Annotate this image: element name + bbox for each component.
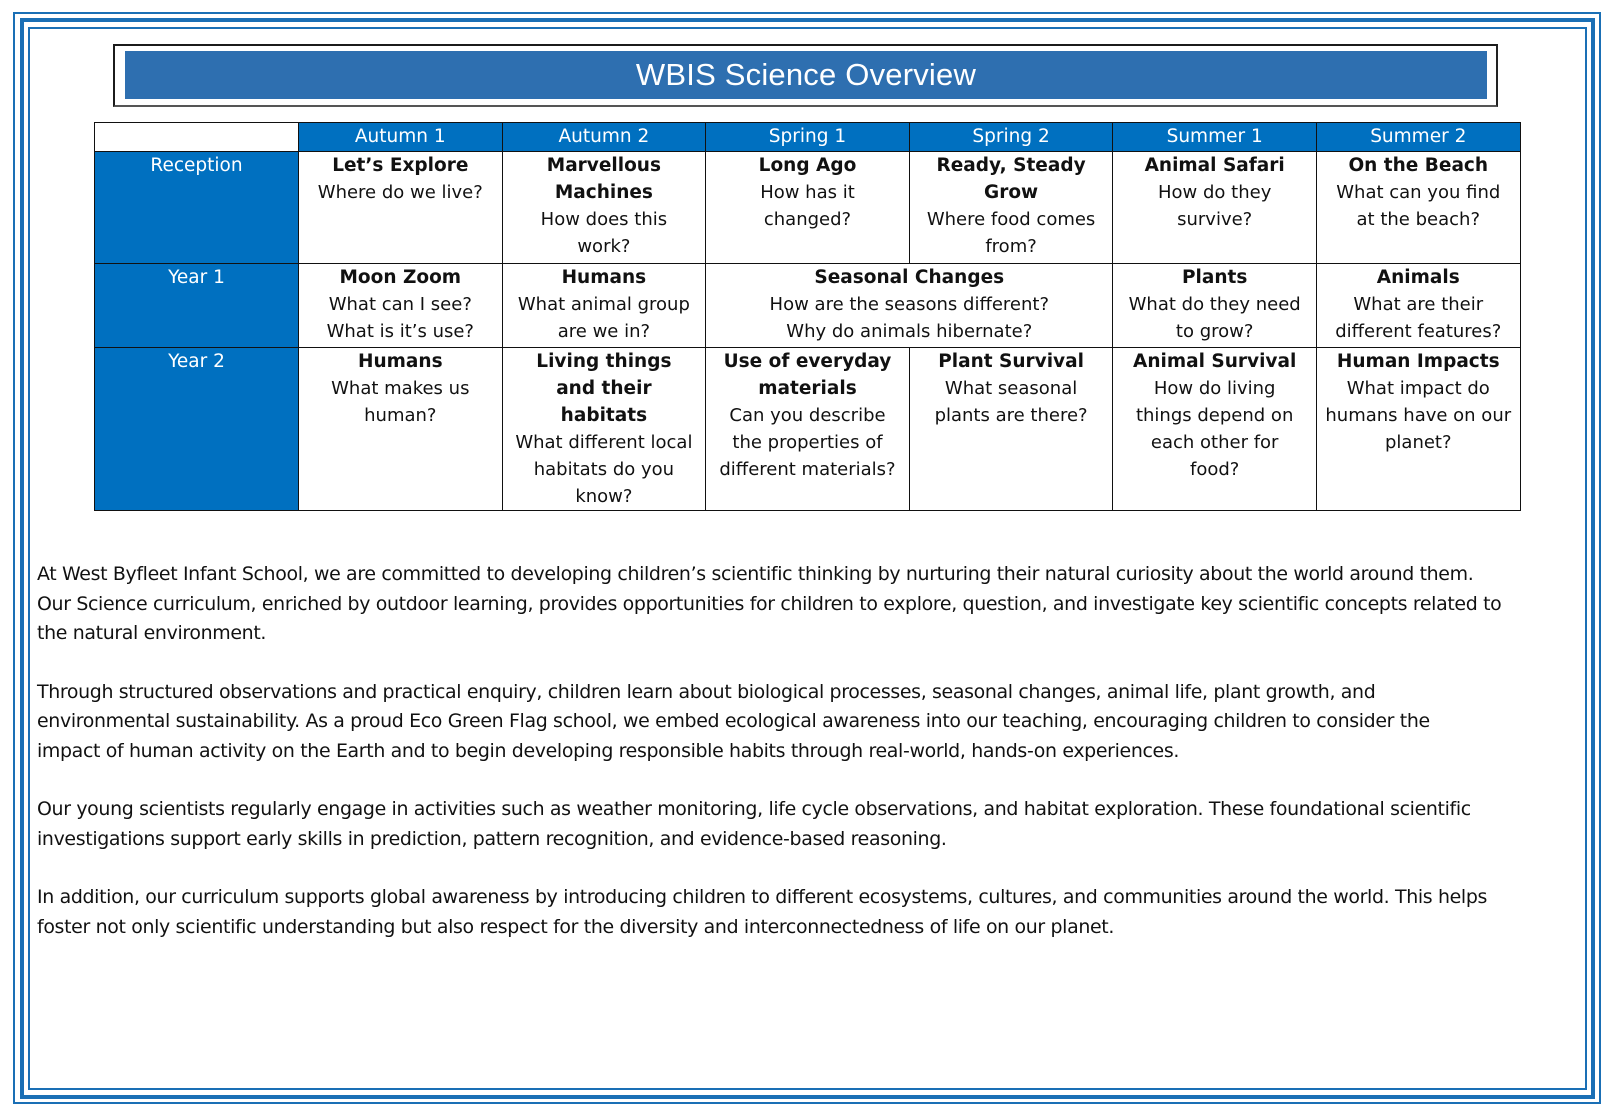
topic-question: Where do we live? [317,182,483,203]
topic-question: What makes us human? [331,378,470,426]
topic-title: Long Ago [758,155,857,176]
table-cell [1316,152,1520,264]
term-header-spring-1: Spring 1 [706,123,910,152]
science-intro-text [37,560,1582,971]
table-cell [502,264,706,348]
table-cell [299,152,503,264]
text-line: Our Science curriculum, enriched by outdoor learning, provides opportunities for children to explore, question, and investigate key scientific concepts related to [37,592,1502,615]
topic-title: On the Beach [1348,155,1489,176]
topic-title: Humans [561,267,647,288]
row-label-year-1: Year 1 [95,264,299,348]
term-header-summer-2: Summer 2 [1316,123,1520,152]
topic-question: What can you find at the beach? [1336,182,1501,230]
text-line: impact of human activity on the Earth and to begin developing responsible habits through real-world, hands-on experiences. [37,739,1180,762]
topic-question: How do living things depend on each other for food? [1135,378,1294,480]
text-line: Through structured observations and practical enquiry, children learn about biological processes, seasonal changes, animal life, plant growth, and [37,680,1376,703]
topic-title: Plants [1181,267,1248,288]
topic-question: How does this work? [540,209,668,257]
table-cell [299,264,503,348]
topic-question: What impact do humans have on our planet? [1325,378,1512,453]
row-label-reception: Reception [95,152,299,264]
table-cell [1113,152,1317,264]
title-banner [125,51,1487,99]
topic-title: Animal Safari [1144,155,1285,176]
topic-question: What seasonal plants are there? [934,378,1088,426]
text-line: In addition, our curriculum supports global awareness by introducing children to different ecosystems, cultures, and communities around the world. This helps [37,886,1488,908]
page-title: WBIS Science Overview [635,57,977,92]
paragraph-commitment [37,560,1582,649]
table-cell [909,152,1113,264]
text-line: foster not only scientific understanding but also respect for the diversity and interconnectedness of life on our planet. [37,915,1115,938]
topic-title: Marvellous Machines [546,155,661,203]
text-line: At West Byfleet Infant School, we are committed to developing children’s scientific thinking by nurturing their natural curiosity about the world around them. [37,563,1474,585]
topic-question: What animal group are we in? [517,294,690,342]
topic-question: How are the seasons different? [769,294,1050,315]
table-cell-merged-spring [706,264,1113,348]
paragraph-enquiry [37,678,1582,767]
table-row-reception [95,152,1521,264]
table-cell [1113,348,1317,511]
topic-question: What are their different features? [1335,294,1502,342]
table-cell [1113,264,1317,348]
topic-title: Ready, Steady Grow [936,155,1086,203]
topic-title: Humans [357,351,443,372]
table-cell [1316,348,1520,511]
topic-question: How do they survive? [1158,182,1272,230]
topic-question: What do they need to grow? [1128,294,1301,342]
term-header-spring-2: Spring 2 [909,123,1113,152]
topic-title: Seasonal Changes [814,267,1005,288]
table-cell [502,348,706,511]
text-line: Our young scientists regularly engage in activities such as weather monitoring, life cycle observations, and habitat exploration. These foundational scientific [37,798,1471,820]
paragraph-global-awareness [37,883,1582,942]
table-cell [299,348,503,511]
term-header-autumn-1: Autumn 1 [299,123,503,152]
table-header-row [95,123,1521,152]
text-line: investigations support early skills in prediction, pattern recognition, and evidence-based reasoning. [37,827,947,850]
topic-title: Use of everyday materials [723,351,892,399]
term-header-summer-1: Summer 1 [1113,123,1317,152]
row-label-year-2: Year 2 [95,348,299,511]
topic-title: Moon Zoom [339,267,462,288]
table-row-year-2 [95,348,1521,511]
topic-question: What different local habitats do you know? [515,432,693,507]
paragraph-young-scientists [37,795,1582,854]
topic-question: How has it changed? [760,182,855,230]
table-corner-cell [95,123,299,152]
topic-title: Living things and their habitats [536,351,672,426]
table-cell [502,152,706,264]
text-line: the natural environment. [37,622,267,644]
table-cell [706,152,910,264]
topic-title: Animals [1376,267,1460,288]
text-line: environmental sustainability. As a proud Eco Green Flag school, we embed ecological awareness into our teaching, encouraging children to consider the [37,710,1430,732]
table-row-year-1 [95,264,1521,348]
table-cell [706,348,910,511]
topic-question: Can you describe the properties of different materials? [719,405,896,480]
table-cell [1316,264,1520,348]
topic-title: Plant Survival [938,351,1084,372]
title-box [113,44,1498,107]
topic-question: Why do animals hibernate? [786,321,1033,342]
topic-question: What is it’s use? [326,321,474,342]
topic-title: Let’s Explore [332,155,469,176]
topic-question: What can I see? [328,294,472,315]
science-overview-table [94,122,1521,511]
term-header-autumn-2: Autumn 2 [502,123,706,152]
table-cell [909,348,1113,511]
topic-title: Animal Survival [1133,351,1297,372]
topic-question: Where food comes from? [926,209,1096,257]
topic-title: Human Impacts [1336,351,1500,372]
